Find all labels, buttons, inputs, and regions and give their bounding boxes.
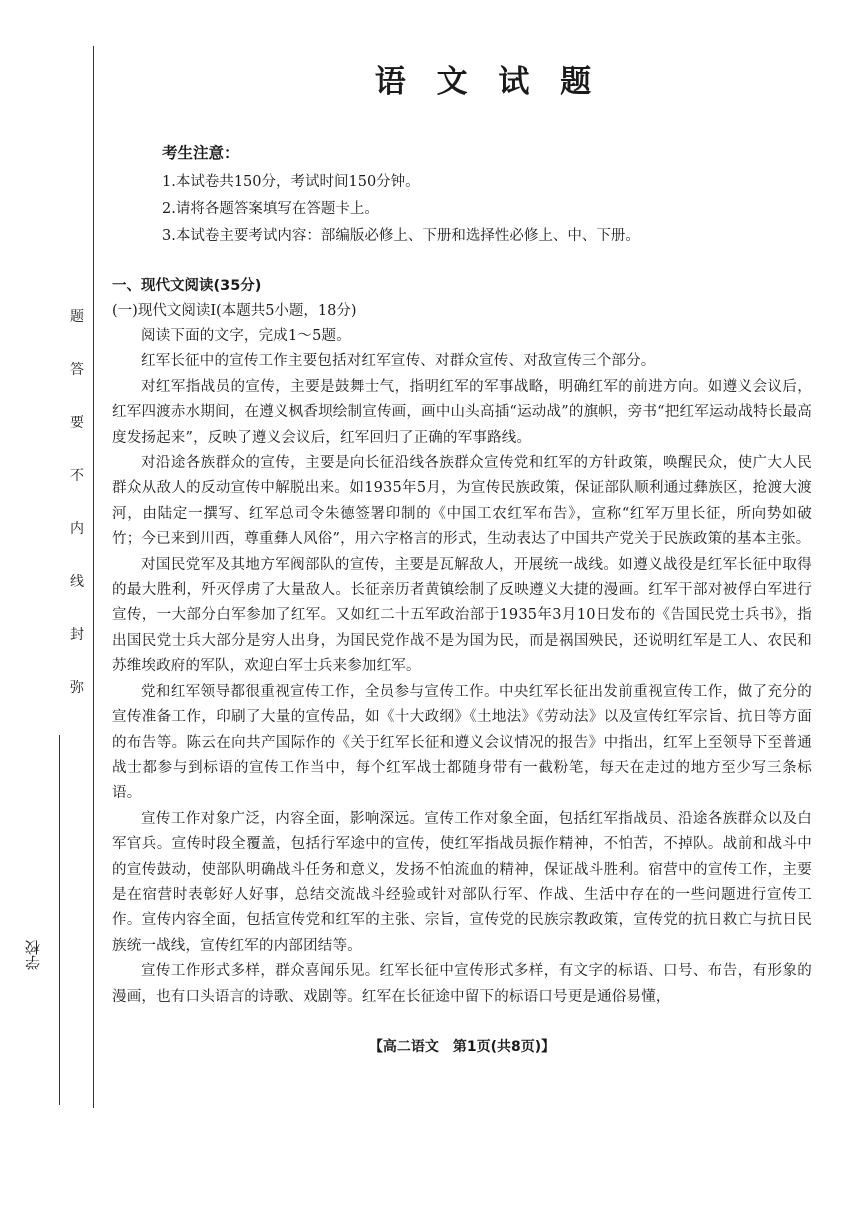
subsection-heading: (一)现代文阅读Ⅰ(本题共5小题，18分): [112, 303, 357, 319]
binding-margin-line: [93, 46, 94, 1108]
passage-paragraph: 对沿途各族群众的宣传，主要是向长征沿线各族群众宣传党和红军的方针政策，唤醒民众，使广大人民群众从敌人的反动宣传中解脱出来。如1935年5月，为宣传民族政策，保证部队顺利通过彝族区，抢渡大渡河，由陆定一撰写、红军总司令朱德签署印制的《中国工农红军布告》，宣称“红军万里长征，所向势如破竹；今已来到川西，尊重彝人风俗”，用六字格言的形式，生动表达了中国共产党关于民族政策的基本主张。: [112, 455, 812, 548]
passage-paragraph: 对红军指战员的宣传，主要是鼓舞士气，指明红军的军事战略，明确红军的前进方向。如遵义会议后，红军四渡赤水期间，在遵义枫香坝绘制宣传画，画中山头高插“运动战”的旗帜，旁书“把红军运动战特长最高度发扬起来”，反映了遵义会议后，红军回归了正确的军事路线。: [112, 378, 812, 446]
passage-paragraph: 党和红军领导都很重视宣传工作，全员参与宣传工作。中央红军长征出发前重视宣传工作，做了充分的宣传准备工作，印刷了大量的宣传品，如《十大政纲》《土地法》《劳动法》以及宣传红军宗旨、抗日等方面的布告等。陈云在向共产国际作的《关于红军长征和遵义会议情况的报告》中指出，红军上至领导下至普通战士都参与到标语的宣传工作当中，每个红军战士都随身带有一截粉笔，每天在走过的地方至少写三条标语。: [112, 683, 812, 802]
page-title: 语 文 试 题: [374, 64, 602, 100]
seal-char: 封: [70, 627, 84, 643]
seal-char: 要: [70, 415, 84, 431]
page-footer: 【高二语文 第1页(共8页)】: [368, 1039, 556, 1055]
seal-char: 题: [70, 309, 84, 325]
passage-paragraph: 红军长征中的宣传工作主要包括对红军宣传、对群众宣传、对敌宣传三个部分。: [141, 353, 656, 370]
candidate-notice: [112, 141, 812, 250]
school-fill-line: [59, 735, 60, 1105]
notice-item: 2.请将各题答案填写在答题卡上。: [162, 201, 379, 217]
seal-char: 不: [70, 468, 84, 484]
seal-char: 内: [70, 521, 84, 537]
seal-char: 线: [70, 574, 84, 590]
notice-item: 3.本试卷主要考试内容：部编版必修上、下册和选择性必修上、中、下册。: [162, 228, 640, 244]
school-label: 学校: [24, 940, 42, 970]
reading-instruction: 阅读下面的文字，完成1～5题。: [141, 328, 351, 344]
section-heading: 一、现代文阅读(35分): [112, 278, 262, 294]
seal-line-notice: [66, 310, 88, 734]
passage-paragraph: 宣传工作形式多样，群众喜闻乐见。红军长征中宣传形式多样，有文字的标语、口号、布告，有形象的漫画，也有口头语言的诗歌、戏剧等。红军在长征途中留下的标语口号更是通俗易懂，: [112, 963, 812, 1005]
notice-item: 1.本试卷共150分，考试时间150分钟。: [162, 174, 420, 190]
exam-page: [112, 44, 812, 1010]
passage-paragraph: 对国民党军及其地方军阀部队的宣传，主要是瓦解敌人，开展统一战线。如遵义战役是红军长征中取得的最大胜利，歼灭俘虏了大量敌人。长征亲历者黄镇绘制了反映遵义大捷的漫画。红军干部对被俘白军进行宣传，一大部分白军参加了红军。又如红二十五军政治部于1935年3月10日发布的《告国民党士兵书》，指出国民党士兵大部分是穷人出身，为国民党作战不是为国为民，而是祸国殃民，还说明红军是工人、农民和苏维埃政府的军队，欢迎白军士兵来参加红军。: [112, 556, 812, 675]
seal-char: 弥: [70, 680, 84, 696]
notice-heading: 考生注意：: [162, 144, 240, 162]
seal-char: 答: [70, 362, 84, 378]
passage-paragraph: 宣传工作对象广泛，内容全面，影响深远。宣传工作对象全面，包括红军指战员、沿途各族群众以及白军官兵。宣传时段全覆盖，包括行军途中的宣传，使红军指战员振作精神，不怕苦，不掉队。战前和战斗中的宣传鼓动，使部队明确战斗任务和意义，发扬不怕流血的精神，保证战斗胜利。宿营中的宣传工作，主要是在宿营时表彰好人好事，总结交流战斗经验或针对部队行军、作战、生活中存在的一些问题进行宣传工作。宣传内容全面，包括宣传党和红军的主张、宗旨，宣传党的民族宗教政策，宣传党的抗日救亡与抗日民族统一战线，宣传红军的内部团结等。: [112, 810, 812, 954]
